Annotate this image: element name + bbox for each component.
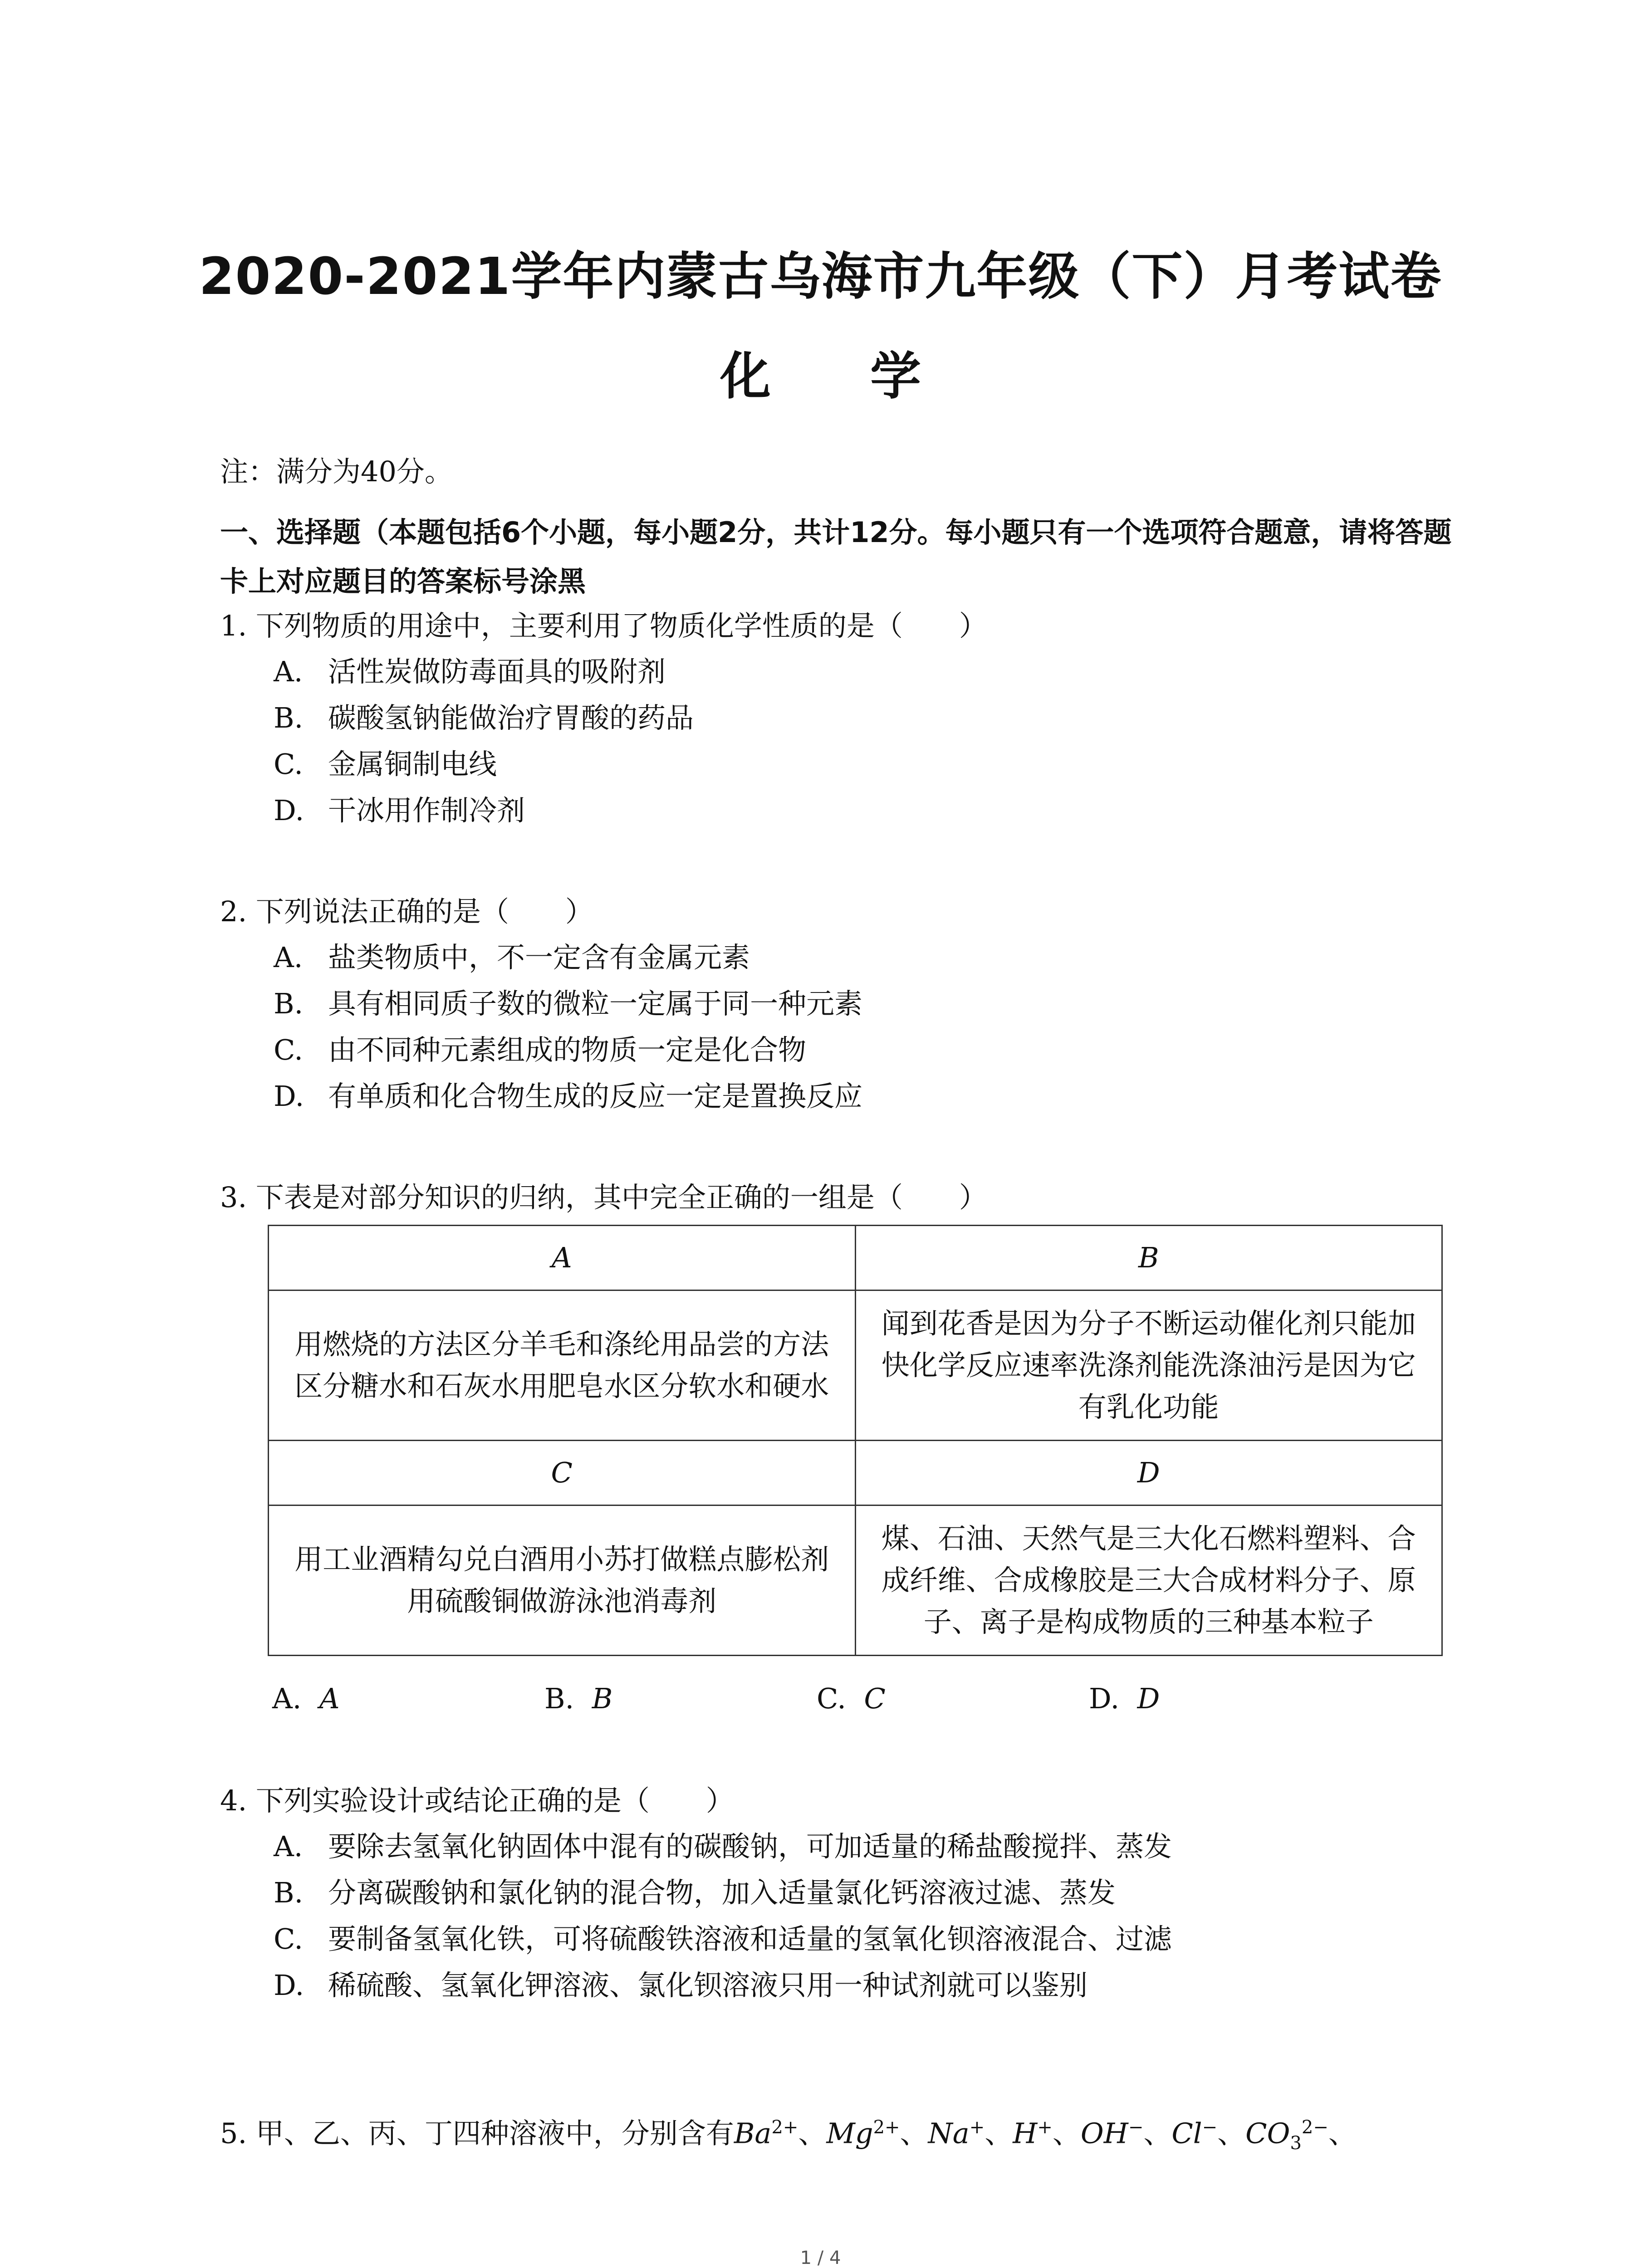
ion-charge: 2− (1301, 2117, 1328, 2138)
answer-a (272, 1678, 340, 1719)
option-text: 活性炭做防毒面具的吸附剂 (328, 655, 666, 688)
answer-text: A (319, 1682, 340, 1715)
option-text: 要制备氢氧化铁，可将硫酸铁溶液和适量的氢氧化钡溶液混合、过滤 (328, 1922, 1172, 1955)
option-b (220, 695, 1468, 741)
option-letter: A. (274, 655, 303, 688)
question-stem: 3. 下表是对部分知识的归纳，其中完全正确的一组是（ ） (220, 1181, 987, 1214)
score-note: 注：满分为40分。 (220, 455, 453, 488)
option-text: 稀硫酸、氢氧化钾溶液、氯化钡溶液只用一种试剂就可以鉴别 (328, 1969, 1088, 2002)
option-letter: D. (274, 1080, 304, 1113)
ion-symbol: Ba (734, 2116, 772, 2150)
section-heading: 一、选择题（本题包括6个小题，每小题2分，共计12分。每小题只有一个选项符合题意，请将答题卡上对应题目的答案标号涂黑 (220, 516, 1452, 598)
ion-charge: − (1202, 2117, 1218, 2138)
question-1 (220, 603, 1468, 834)
ion-symbol: Cl (1171, 2116, 1202, 2150)
option-b (220, 981, 1468, 1027)
option-a (220, 649, 1468, 695)
ion-charge: − (1128, 2117, 1144, 2138)
separator: 、 (1052, 2116, 1081, 2150)
separator: 、 (1143, 2116, 1172, 2150)
ion-charge: 2+ (873, 2117, 900, 2138)
option-letter: C. (274, 1922, 303, 1955)
table-cell-c: 用工业酒精勾兑白酒用小苏打做糕点膨松剂用硫酸铜做游泳池消毒剂 (269, 1505, 856, 1656)
option-d (220, 1073, 1468, 1119)
option-text: 碳酸氢钠能做治疗胃酸的药品 (328, 701, 694, 734)
option-b (220, 1870, 1468, 1916)
answer-b (544, 1678, 612, 1719)
answer-letter: B. (544, 1682, 574, 1715)
option-c (220, 741, 1468, 787)
option-letter: C. (274, 1033, 303, 1066)
exam-subject: 化 学 (720, 347, 962, 406)
question-stem: 4. 下列实验设计或结论正确的是（ ） (220, 1784, 734, 1817)
option-a (220, 934, 1468, 981)
option-text: 盐类物质中，不一定含有金属元素 (328, 941, 750, 974)
table-cell-d: 煤、石油、天然气是三大化石燃料塑料、合成纤维、合成橡胶是三大合成材料分子、原子、离子是构成物质的三种基本粒子 (855, 1505, 1442, 1656)
ion-symbol: H (1013, 2116, 1038, 2150)
ion-charge: 2+ (771, 2117, 798, 2138)
ion-symbol: Mg (826, 2116, 873, 2150)
answer-text: B (592, 1682, 613, 1715)
answer-text: C (864, 1682, 886, 1715)
option-c (220, 1027, 1468, 1073)
option-text: 有单质和化合物生成的反应一定是置换反应 (328, 1080, 863, 1113)
ion-symbol: CO (1245, 2116, 1290, 2150)
option-letter: C. (274, 748, 303, 781)
ion-charge: + (1037, 2117, 1053, 2138)
option-letter: B. (274, 701, 304, 734)
separator: 、 (798, 2116, 827, 2150)
separator: 、 (1328, 2116, 1357, 2150)
ion-symbol: Na (928, 2116, 970, 2150)
question-4 (220, 1778, 1468, 2009)
option-a (220, 1823, 1468, 1870)
page-number: 1 / 4 (800, 2248, 841, 2268)
answer-letter: C. (817, 1682, 846, 1715)
answer-d (1089, 1678, 1160, 1719)
option-letter: B. (274, 1876, 304, 1909)
option-text: 金属铜制电线 (328, 748, 497, 781)
table-cell-b: 闻到花香是因为分子不断运动催化剂只能加快化学反应速率洗涤剂能洗涤油污是因为它有乳化功能 (855, 1290, 1442, 1441)
option-text: 具有相同质子数的微粒一定属于同一种元素 (328, 987, 863, 1020)
ion-symbol: OH (1080, 2116, 1128, 2150)
question-3 (220, 1175, 1468, 1220)
option-d (220, 1962, 1468, 2009)
option-text: 由不同种元素组成的物质一定是化合物 (328, 1033, 807, 1066)
knowledge-table (268, 1225, 1443, 1656)
exam-title: 2020-2021学年内蒙古乌海市九年级（下）月考试卷 (199, 247, 1442, 306)
table-header-d: D (855, 1441, 1442, 1505)
separator: 、 (900, 2116, 928, 2150)
answer-letter: D. (1089, 1682, 1120, 1715)
ion-subscript: 3 (1290, 2133, 1302, 2154)
stem-prefix: 5. 甲、乙、丙、丁四种溶液中，分别含有 (220, 2116, 734, 2150)
table-row (269, 1505, 1442, 1656)
ion-charge: + (969, 2117, 985, 2138)
option-letter: D. (274, 794, 304, 827)
table-header-row (269, 1226, 1442, 1290)
question-stem: 2. 下列说法正确的是（ ） (220, 895, 593, 928)
option-letter: A. (274, 941, 303, 974)
separator: 、 (985, 2116, 1013, 2150)
table-header-row (269, 1441, 1442, 1505)
separator: 、 (1217, 2116, 1246, 2150)
question-5 (220, 2105, 1468, 2166)
table-cell-a: 用燃烧的方法区分羊毛和涤纶用品尝的方法区分糖水和石灰水用肥皂水区分软水和硬水 (269, 1290, 856, 1441)
option-d (220, 787, 1468, 834)
question-2 (220, 889, 1468, 1119)
table-header-a: A (269, 1226, 856, 1290)
table-header-c: C (269, 1441, 856, 1505)
option-letter: B. (274, 987, 304, 1020)
answer-text: D (1137, 1682, 1160, 1715)
option-text: 干冰用作制冷剂 (328, 794, 525, 827)
table-row (269, 1290, 1442, 1441)
option-letter: D. (274, 1969, 304, 2002)
option-c (220, 1916, 1468, 1962)
option-letter: A. (274, 1830, 303, 1863)
table-header-b: B (855, 1226, 1442, 1290)
option-text: 分离碳酸钠和氯化钠的混合物，加入适量氯化钙溶液过滤、蒸发 (328, 1876, 1116, 1909)
option-text: 要除去氢氧化钠固体中混有的碳酸钠，可加适量的稀盐酸搅拌、蒸发 (328, 1830, 1172, 1863)
question-stem (220, 2105, 1468, 2166)
answer-letter: A. (272, 1682, 302, 1715)
question-stem: 1. 下列物质的用途中，主要利用了物质化学性质的是（ ） (220, 609, 987, 642)
answer-c (817, 1678, 886, 1719)
